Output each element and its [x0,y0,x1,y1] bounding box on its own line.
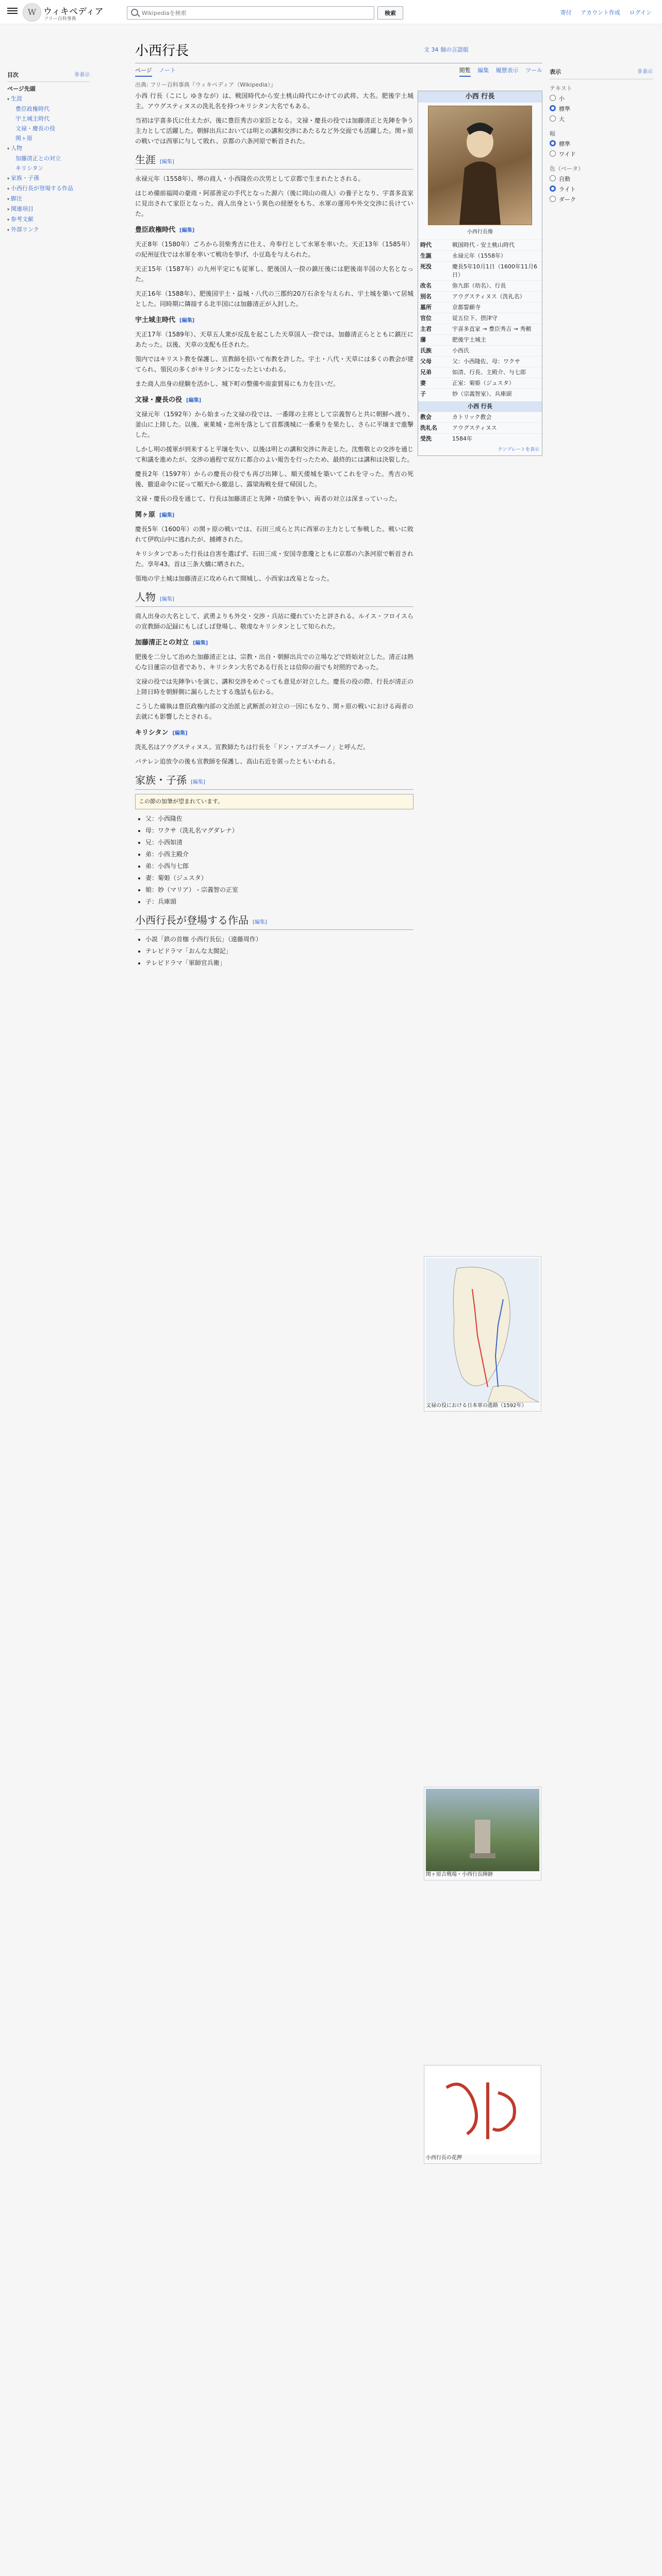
search-box[interactable] [127,6,374,20]
section-paragraph: 慶長5年（1600年）の関ヶ原の戦いでは、石田三成らと共に西軍の主力として参戦した。戦いに敗れて伊吹山中に逃れたが、捕縛された。 [135,526,413,543]
infobox-key: 妻 [420,380,426,386]
edit-section-link[interactable]: [編集] [191,779,205,785]
infobox-row [418,291,542,302]
infobox-key: 主君 [420,326,432,332]
photo-caption: 関ヶ原古戦場・小西行長陣跡 [426,1872,493,1877]
chevron-down-icon: ▾ [7,197,10,201]
list-item: • テレビドラマ「軍師官兵衛」 [145,958,413,968]
infobox-value: 戦国時代 - 安土桃山時代 [452,242,515,248]
chevron-down-icon: ▾ [7,187,10,191]
infobox-value: アウグスティヌス [452,425,497,431]
infobox-value: 如清、行長、主殿介、与七郎 [452,369,526,376]
appearance-title: 表示 [550,69,561,75]
edit-section-link[interactable]: [編集] [179,318,195,324]
infobox-row [418,378,542,388]
radio-label: ダーク [559,196,576,203]
subsection-heading: 加藤清正との対立 [編集] [135,639,208,647]
infobox-row [418,412,542,422]
section-paragraph: キリシタンであった行長は自害を選ばず、石田三成・安国寺恵瓊とともに京都の六条河原で斬首された。享年43。首は三条大橋に晒された。 [135,550,413,568]
map-figure [424,1256,541,1412]
radio-option[interactable] [550,195,653,205]
toc-item[interactable]: キリシタン [15,165,44,172]
section-heading: 家族・子孫 [編集] [135,775,413,790]
appearance-panel [550,67,653,205]
tab-edit[interactable]: 編集 [477,67,489,74]
chevron-down-icon: ▾ [7,176,10,181]
section-paragraph: 商人出身の大名として、武勇よりも外交・交渉・兵站に優れていたと評される。ルイス・フロイスらの宣教師の記録にもしばしば登場し、敬虔なキリシタンとして知られた。 [135,613,413,630]
section-heading: 人物 [編集] [135,592,413,607]
tab-read[interactable]: 閲覧 [459,67,471,77]
appearance-header [550,67,653,79]
tab-page[interactable]: ページ [135,67,152,77]
battlefield-photo[interactable] [426,1789,539,1871]
subsection-heading: 文禄・慶長の役 [編集] [135,396,202,404]
edit-section-link[interactable]: [編集] [253,920,267,925]
toc-item[interactable]: ▾ 人物 [7,145,23,151]
infobox-title: 小西 行長 [418,91,542,103]
infobox-row [418,388,542,399]
infobox-value: 正室：菊姫（ジュスタ） [452,380,515,386]
infobox-key: 生誕 [420,252,432,259]
toc-title: 目次 [7,72,19,78]
search-button[interactable]: 検索 [377,6,403,20]
infobox-row [418,367,542,378]
radio-label: 小 [559,95,565,102]
article-sections [135,155,413,968]
radio-option[interactable] [550,184,653,195]
radio-button-icon[interactable] [550,115,556,122]
site-wordmark[interactable]: ウィキペディア [43,7,104,17]
infobox-row [418,422,542,433]
chevron-down-icon: ▾ [7,97,10,101]
radio-button-icon[interactable] [550,175,556,181]
infobox-key: 洗礼名 [420,425,437,431]
list-item: • 妻：菊姫（ジュスタ） [145,873,413,883]
article-source-note: 出典: フリー百科事典『ウィキペディア（Wikipedia）』 [135,81,276,88]
list-item: • 兄：小西如清 [145,837,413,848]
tab-tools[interactable]: ツール [525,67,542,74]
section-paragraph: 天正17年（1589年）、天草五人衆が反乱を起こした天草国人一揆では、加藤清正らとともに鎮圧にあたった。以後、天草の支配も任された。 [135,331,413,348]
infobox-row [418,302,542,313]
infobox-value: 小西氏 [452,347,469,354]
radio-option[interactable] [550,94,653,104]
section-paragraph: こうした確執は豊臣政権内部の文治派と武断派の対立の一因にもなり、関ヶ原の戦いにおける両者の去就にも影響したとされる。 [135,703,414,720]
radio-option[interactable] [550,149,653,160]
infobox-value: 1584年 [452,435,472,442]
infobox-row [418,356,542,367]
search-icon [131,9,138,16]
toc-item[interactable]: 豊臣政権時代 [15,106,49,112]
section-paragraph: 領内ではキリスト教を保護し、宣教師を招いて布教を許した。宇土・八代・天草には多くの教会が建てられ、領民の多くがキリシタンになったといわれる。 [135,355,413,373]
infobox-sub-rows [418,412,542,444]
list-item: • 娘：妙（マリア） - 宗義智の正室 [145,885,413,895]
infobox-value: 弥九郎（幼名）、行長 [452,282,506,289]
template-link[interactable]: テンプレートを表示 [498,447,539,452]
toc-header [7,70,90,82]
radio-option[interactable] [550,174,653,184]
infobox-value: アウグスティヌス（洗礼名） [452,293,525,300]
edit-section-link[interactable]: [編集] [193,640,208,646]
infobox-key: 時代 [420,242,432,248]
infobox-key: 子 [420,391,426,397]
infobox-value: 京都誓願寺 [452,304,481,311]
width-options [550,139,653,160]
radio-option[interactable] [550,104,653,114]
infobox-subtitle: 小西 行長 [418,401,542,412]
tab-talk[interactable]: ノート [159,67,176,74]
tab-history[interactable]: 履歴表示 [495,67,519,74]
infobox-row [418,280,542,291]
toc-item[interactable]: 加藤清正との対立 [15,155,61,162]
section-heading: 小西行長が登場する作品 [編集] [135,915,413,930]
toc-hide-button[interactable]: 非表示 [74,72,90,78]
toc-item[interactable]: ▾ 生涯 [7,95,23,102]
section-heading: 生涯 [編集] [135,155,413,170]
view-tabs [454,66,542,74]
seal-caption: 小西行長の花押 [426,2155,462,2161]
appearance-hide-button[interactable]: 非表示 [637,69,653,75]
section-paragraph: 文禄・慶長の役を通じて、行長は加藤清正と先陣・功績を争い、両者の対立は深まっていった。 [135,495,401,502]
namespace-tabs [135,66,181,74]
article-body [135,91,413,972]
section-paragraph: 肥後を二分して治めた加藤清正とは、宗教・出自・朝鮮出兵での立場などで終始対立した。清正は熱心な日蓮宗の信者であり、キリシタン大名である行長とは信仰の面でも対照的であった。 [135,653,414,671]
infobox-key: 受洗 [420,435,432,442]
infobox-value: カトリック教会 [452,414,492,420]
site-header [0,0,662,24]
edit-section-link[interactable]: [編集] [186,398,202,403]
login-link[interactable]: ログイン [629,9,652,16]
toc-item[interactable]: 関ヶ原 [15,135,32,142]
radio-button-icon[interactable] [550,95,556,101]
photo-figure [424,1787,541,1880]
site-tagline: フリー百科事典 [44,16,76,22]
radio-option[interactable] [550,114,653,125]
radio-label: ライト [559,186,576,193]
toc-item[interactable]: ▾ 脚注 [7,195,23,202]
portrait-figure-icon [428,106,532,225]
section-paragraph: しかし明の援軍が到来すると平壌を失い、以後は明との講和交渉に奔走した。沈惟敬との交渉を通じて和議を進めたが、交渉の過程で双方に都合のよい報告を行ったため、最終的には講和は決裂した。 [135,446,414,463]
section-paragraph: バテレン追放令の後も宣教師を保護し、高山右近を匿ったともいわれる。 [135,758,339,765]
infobox-value: 肥後宇土城主 [452,336,486,343]
section-paragraph: 洗礼名はアウグスティヌス。宣教師たちは行長を「ドン・アゴスチーノ」と呼んだ。 [135,743,369,751]
monument-icon [426,1789,539,1871]
infobox-row [418,240,542,250]
section-paragraph: 天正16年（1588年）、肥後国宇土・益城・八代の三郡約20万石余を与えられ、宇土城を築いて居城とした。同時期に隣接する北半国には加藤清正が入封した。 [135,290,413,308]
subsection-heading: 豊臣政権時代 [編集] [135,226,195,234]
toc-item[interactable]: ▾ 外部リンク [7,226,39,233]
list-item: • 弟：小西与七郎 [145,861,413,871]
maintenance-notice: この節の加筆が望まれています。 [135,794,413,809]
edit-section-link[interactable]: [編集] [179,228,195,233]
user-links [553,8,652,16]
list-item: • 子：兵庫頭 [145,896,413,907]
page-title: 小西行長 [135,43,189,59]
radio-label: ワイド [559,151,576,158]
toc-item[interactable]: ▾ 小西行長が登場する作品 [7,185,74,192]
search-input[interactable] [141,8,365,18]
kao-image[interactable] [426,2067,539,2155]
toc-item[interactable]: 文禄・慶長の役 [15,125,55,132]
map-icon [426,1258,539,1402]
section-paragraph: 慶長2年（1597年）からの慶長の役でも再び出陣し、順天倭城を築いてこれを守った。秀吉の死後、撤退命令に従って順天から撤退し、露梁海戦を経て帰国した。 [135,470,413,488]
subsection-heading: 関ヶ原 [編集] [135,511,175,519]
infobox-rows [418,240,542,399]
infobox-value: 永禄元年（1558年） [452,252,506,259]
infobox-key: 死没 [420,263,432,270]
donate-link[interactable]: 寄付 [560,9,572,16]
infobox-value: 父：小西隆佐、母：ワクサ [452,358,520,365]
infobox-key: 改名 [420,282,432,289]
toc-item[interactable]: ▾ 関連項目 [7,206,34,212]
list-item: • 父：小西隆佐 [145,814,413,824]
infobox-key: 藩 [420,336,426,343]
toc-item[interactable]: ▾ 家族・子孫 [7,175,40,181]
color-options [550,174,653,205]
infobox-key: 墓所 [420,304,432,311]
chevron-down-icon: ▾ [7,207,10,212]
list-item: • 母：ワクサ（洗礼名マグダレナ） [145,825,413,836]
chevron-down-icon: ▾ [7,146,10,151]
section-paragraph: 文禄の役では先陣争いを演じ、講和交渉をめぐっても意見が対立した。慶長の役の際、行長が清正の上陸日時を朝鮮側に漏らしたとする逸話も伝わる。 [135,678,413,696]
radio-button-icon[interactable] [550,196,556,202]
list-item: • 弟：小西主殿介 [145,849,413,859]
infobox-value: 慶長5年10月1日（1600年11月6日） [452,263,537,278]
section-paragraph: はじめ備前福岡の豪商・阿部善定の手代となった源六（後に岡山の商人）の養子となり、宇喜多直家に見出されて家臣となった。商人出身という異色の経歴をもち、水軍の運用や外交交渉に長けていた。 [135,190,414,217]
toc-item[interactable]: ページ先頭 [7,86,36,92]
radio-button-icon[interactable] [550,185,556,192]
infobox-value: 従五位下、摂津守 [452,315,498,321]
radio-button-icon[interactable] [550,150,556,157]
map-caption: 文禄の役における日本軍の進路（1592年） [426,1403,527,1409]
infobox-row [418,313,542,324]
radio-label: 自動 [559,176,570,182]
edit-section-link[interactable]: [編集] [160,597,174,602]
toc-list [7,84,90,235]
infobox-key: 官位 [420,315,432,321]
infobox-value: 宇喜多直家 → 豊臣秀吉 → 秀頼 [452,326,532,332]
subsection-heading: 宇土城主時代 [編集] [135,316,195,324]
section-paragraph: また商人出身の経験を活かし、城下町の整備や南蛮貿易にも力を注いだ。 [135,380,340,387]
toc-item[interactable]: 宇土城主時代 [15,115,49,122]
infobox [418,91,542,456]
infobox-value: 妙（宗義智室）、兵庫頭 [452,391,512,397]
edit-section-link[interactable]: [編集] [159,513,175,518]
radio-button-icon[interactable] [550,105,556,111]
wikipedia-logo-icon[interactable]: W [23,3,41,22]
subsection-heading: キリシタン [編集] [135,729,188,737]
korea-map-image[interactable] [426,1258,539,1402]
text-size-options [550,94,653,125]
table-of-contents [7,70,90,235]
radio-option[interactable] [550,139,653,149]
section-paragraph: 領地の宇土城は加藤清正に攻められて開城し、小西家は改易となった。 [135,575,334,582]
chevron-down-icon: ▾ [7,228,10,232]
infobox-key: 兄弟 [420,369,432,376]
infobox-row [418,250,542,261]
section-paragraph: 天正15年（1587年）の九州平定にも従軍し、肥後国人一揆の鎮圧後には肥後南半国の大名となった。 [135,265,413,283]
text-size-label: テキスト [550,85,572,92]
portrait-image[interactable] [428,106,532,225]
seal-icon [426,2067,539,2155]
infobox-key: 別名 [420,293,432,300]
radio-label: 標準 [559,106,570,112]
create-account-link[interactable]: アカウント作成 [581,9,621,16]
section-paragraph: 文禄元年（1592年）から始まった文禄の役では、一番隊の主将として宗義智らと共に朝鮮へ渡り、釜山に上陸した。以後、東萊城・忠州を落として首都漢城に一番乗りを果たし、さらに平壌まで進撃した。 [135,411,414,438]
edit-section-link[interactable]: [編集] [172,731,188,736]
infobox-row [418,324,542,334]
chevron-down-icon: ▾ [7,217,10,222]
section-paragraph: 永禄元年（1558年）、堺の商人・小西隆佐の次男として京都で生まれたとされる。 [135,175,365,182]
section-paragraph: 天正8年（1580年）ごろから羽柴秀吉に仕え、舟奉行として水軍を率いた。天正13年（1585年）の紀州征伐では水軍を率いて戦功を挙げ、小豆島を与えられた。 [135,241,413,258]
lead-paragraph: 小西 行長（こにし ゆきなが）は、戦国時代から安土桃山時代にかけての武将、大名。肥後宇土城主。アウグスティヌスの洗礼名を持つキリシタン大名でもある。 [135,92,413,110]
width-label: 幅 [550,130,555,137]
infobox-caption: 小西行長像 [467,229,493,235]
section-list [135,934,413,968]
infobox-key: 氏族 [420,347,432,354]
infobox-row [418,334,542,345]
lead-paragraph: 当初は宇喜多氏に仕えたが、後に豊臣秀吉の家臣となる。文禄・慶長の役では加藤清正と先陣を争う主力として活躍した。朝鮮出兵においては明との講和交渉にあたるなど外交面でも活躍した。関ヶ原の戦いでは西軍に与して敗れ、京都の六条河原で斬首された。 [135,117,414,145]
infobox-key: 教会 [420,414,432,420]
list-item: • テレビドラマ「おんな太閤記」 [145,946,413,956]
list-item: • 小説「鉄の首枷 小西行長伝」（遠藤周作） [145,934,413,944]
color-label: 色（ベータ） [550,165,584,172]
infobox-row [418,433,542,444]
toc-item[interactable]: ▾ 参考文献 [7,216,34,223]
seal-figure [424,2065,541,2164]
radio-button-icon[interactable] [550,140,556,146]
radio-label: 大 [559,116,565,123]
radio-label: 標準 [559,141,570,147]
infobox-row [418,261,542,280]
section-list [135,814,413,907]
infobox-key: 父母 [420,358,432,365]
language-selector[interactable]: 文 34 個の言語版 [424,46,469,53]
infobox-row [418,345,542,356]
main-menu-button[interactable] [7,6,18,15]
edit-section-link[interactable]: [編集] [160,159,174,165]
